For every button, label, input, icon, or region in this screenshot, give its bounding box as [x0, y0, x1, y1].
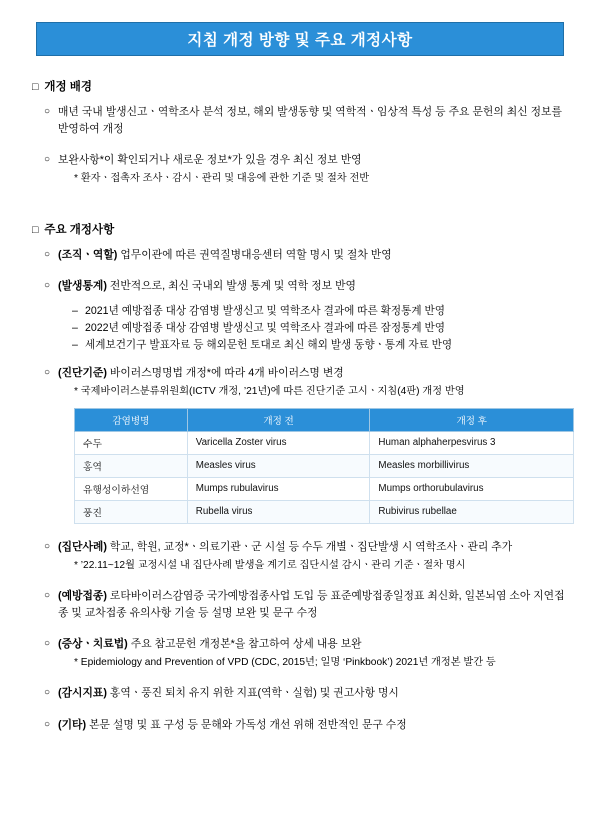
section-major-revisions	[30, 221, 570, 734]
list-item-text: 매년 국내 발생신고ㆍ역학조사 분석 정보, 해외 발생동향 및 역학적ㆍ임상적 특성 등 주요 문헌의 최신 정보를 반영하여 개정	[58, 106, 562, 135]
circle-bullet-icon: ○	[44, 366, 51, 378]
table-cell: Human alphaherpesvirus 3	[370, 431, 574, 454]
list-item	[44, 717, 570, 734]
table-cell: Varicella Zoster virus	[187, 431, 370, 454]
list-item-note: * ’22.11~12월 교정시설 내 집단사례 발생을 계기로 집단시설 감시ㆍ관리 기준ㆍ절차 명시	[74, 559, 466, 571]
sub-list-item	[72, 303, 570, 320]
sub-list-item-text: 세계보건기구 발표자료 등 해외문헌 토대로 최신 해외 발생 동향ㆍ통계 자료 반영	[85, 338, 453, 351]
square-bullet-icon: □	[32, 81, 39, 93]
list-item-text: 주요 참고문헌 개정본*을 참고하여 상세 내용 보완	[130, 638, 362, 651]
table-cell: Rubella virus	[187, 500, 370, 523]
list-item-label: (예방접종)	[58, 589, 107, 602]
list-item-body	[58, 588, 570, 621]
table-row	[75, 477, 574, 500]
table-cell: 풍진	[75, 500, 188, 523]
list-item-label: (증상ㆍ치료법)	[58, 638, 128, 651]
section-revision-background	[30, 78, 570, 187]
list-item-label: (발생통계)	[58, 280, 107, 293]
list-item-text: 본문 설명 및 표 구성 등 문해와 가독성 개선 위해 전반적인 문구 수정	[89, 719, 407, 732]
section2-heading-label: 주요 개정사항	[44, 223, 115, 236]
table-header-cell: 개정 후	[370, 408, 574, 431]
list-item-body	[58, 717, 570, 734]
list-item	[44, 539, 570, 556]
document-title-bar	[36, 22, 564, 56]
section2-heading	[32, 221, 570, 237]
virus-name-table	[74, 408, 574, 524]
list-item-body	[58, 365, 570, 382]
list-item-label: (감시지표)	[58, 687, 107, 700]
section1-heading	[32, 78, 570, 94]
list-item-body	[58, 636, 570, 653]
circle-bullet-icon: ○	[44, 687, 51, 699]
table-row	[75, 454, 574, 477]
list-item-note: * 국제바이러스분류위원회(ICTV 개정, ’21년)에 따른 진단기준 고시ㆍ지침(4판) 개정 반영	[74, 385, 465, 397]
list-item-label: (기타)	[58, 719, 87, 732]
circle-bullet-icon: ○	[44, 719, 51, 731]
sub-list-item-text: 2021년 예방접종 대상 감염병 발생신고 및 역학조사 결과에 따른 확정통계 반영	[85, 304, 446, 317]
circle-bullet-icon: ○	[44, 248, 51, 260]
table-header-cell: 감염병명	[75, 408, 188, 431]
table-header-cell: 개정 전	[187, 408, 370, 431]
list-item	[44, 636, 570, 653]
sub-list-item-text: 2022년 예방접종 대상 감염병 발생신고 및 역학조사 결과에 따른 잠정통계 반영	[85, 321, 446, 334]
table-row	[75, 500, 574, 523]
list-item	[44, 152, 570, 169]
list-item	[44, 685, 570, 702]
list-item	[44, 588, 570, 621]
circle-bullet-icon: ○	[44, 589, 51, 601]
list-item-text: 바이러스명명법 개정*에 따라 4개 바이러스명 변경	[109, 366, 344, 379]
section1-note: * 환자ㆍ접촉자 조사ㆍ감시ㆍ관리 및 대응에 관한 기준 및 절차 전반	[74, 173, 370, 185]
list-item-text: 업무이관에 따른 권역질병대응센터 역할 명시 및 절차 반영	[120, 248, 392, 261]
list-item-text: 홍역ㆍ풍진 퇴치 유지 위한 지표(역학ㆍ실험) 및 권고사항 명시	[109, 687, 399, 700]
section1-heading-label: 개정 배경	[44, 81, 92, 93]
dash-bullet-icon: –	[72, 338, 78, 351]
sub-list-item	[72, 337, 570, 354]
circle-bullet-icon: ○	[44, 106, 51, 117]
list-item-label: (조직ㆍ역할)	[58, 248, 118, 261]
list-item-label: (진단기준)	[58, 366, 107, 379]
table-cell: 수두	[75, 431, 188, 454]
table-row	[75, 431, 574, 454]
page-title: 지침 개정 방향 및 주요 개정사항	[187, 32, 413, 49]
circle-bullet-icon: ○	[44, 280, 51, 292]
sub-list-item	[72, 320, 570, 337]
list-item-note: * Epidemiology and Prevention of VPD (CDC, 2015년; 일명 ‘Pinkbook’) 2021년 개정본 발간 등	[74, 657, 496, 669]
list-item-body	[58, 539, 570, 556]
table-cell: Rubivirus rubellae	[370, 500, 574, 523]
list-item	[44, 278, 570, 295]
list-item-body	[58, 685, 570, 702]
table-cell: 유행성이하선염	[75, 477, 188, 500]
table-cell: 홍역	[75, 454, 188, 477]
list-item-body	[58, 247, 570, 264]
list-item-text: 보완사항*이 확인되거나 새로운 정보*가 있을 경우 최신 정보 반영	[58, 154, 362, 167]
list-item-body	[58, 278, 570, 295]
list-item-text: 학교, 학원, 교정*ㆍ의료기관ㆍ군 시설 등 수두 개별ㆍ집단발생 시 역학조사ㆍ관리 추가	[109, 540, 513, 553]
table-cell: Mumps orthorubulavirus	[370, 477, 574, 500]
list-item	[44, 104, 570, 137]
dash-bullet-icon: –	[72, 321, 78, 334]
list-item-label: (집단사례)	[58, 540, 107, 553]
table-cell: Measles morbillivirus	[370, 454, 574, 477]
list-item-text: 로타바이러스감염증 국가예방접종사업 도입 등 표준예방접종일정표 최신화, 일본뇌염 소아 지연접종 및 교차접종 유의사항 기술 등 설명 보완 및 문구 수정	[58, 589, 565, 619]
circle-bullet-icon: ○	[44, 154, 51, 166]
square-bullet-icon: □	[32, 223, 39, 236]
table-header-row	[75, 408, 574, 431]
list-item-text: 전반적으로, 최신 국내외 발생 통계 및 역학 정보 반영	[109, 280, 356, 293]
list-item	[44, 247, 570, 264]
list-item	[44, 365, 570, 382]
table-cell: Mumps rubulavirus	[187, 477, 370, 500]
circle-bullet-icon: ○	[44, 638, 51, 650]
table-cell: Measles virus	[187, 454, 370, 477]
dash-bullet-icon: –	[72, 304, 78, 317]
circle-bullet-icon: ○	[44, 540, 51, 552]
